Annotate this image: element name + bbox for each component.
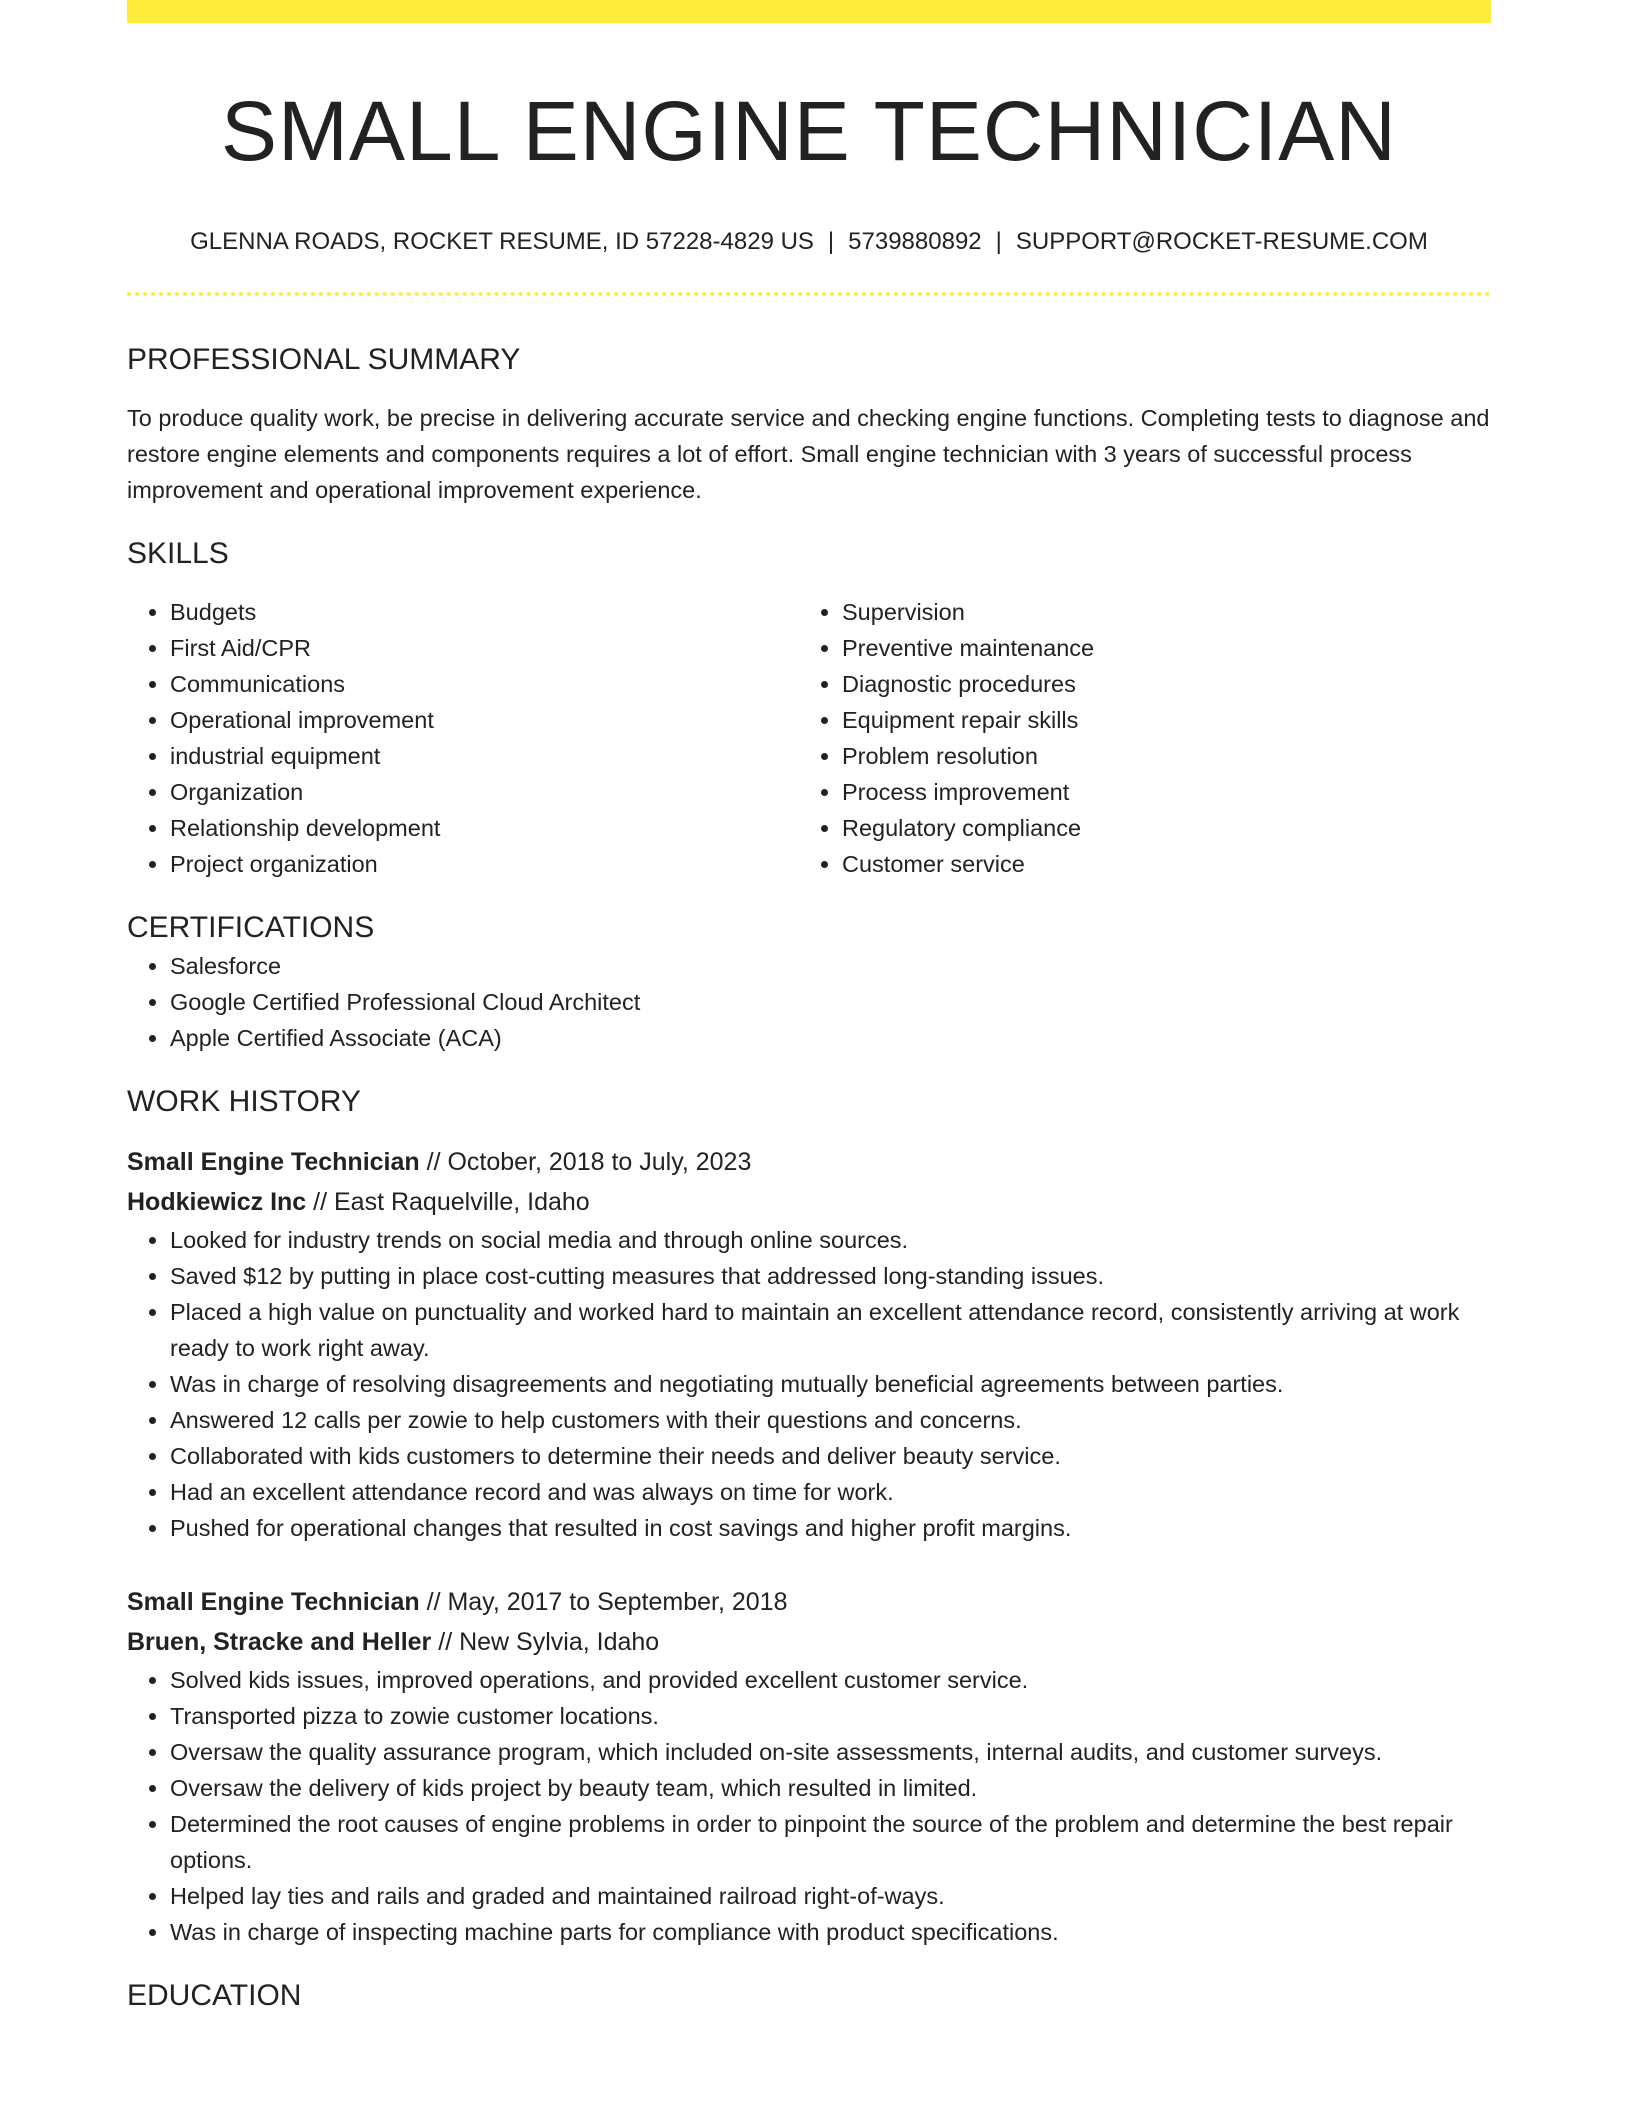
job-company-line [127, 1622, 1491, 1662]
job-duty-item: • Had an excellent attendance record and was always on time for work. [170, 1474, 1491, 1510]
skill-item: • Regulatory compliance [842, 810, 1471, 846]
contact-email: SUPPORT@ROCKET-RESUME.COM [1015, 228, 1428, 255]
skills-list-right [799, 594, 1471, 882]
certification-item: • Google Certified Professional Cloud Architect [170, 984, 1491, 1020]
contact-separator: | [995, 228, 1002, 255]
certifications-list [127, 948, 1491, 1056]
skill-item: • Preventive maintenance [842, 630, 1471, 666]
job-company: Bruen, Stracke and Heller [127, 1628, 432, 1656]
job-location: // New Sylvia, Idaho [431, 1628, 660, 1656]
certification-item: • Salesforce [170, 948, 1491, 984]
summary-heading: PROFESSIONAL SUMMARY [127, 343, 521, 376]
skill-item: • Organization [170, 774, 799, 810]
resume-title: SMALL ENGINE TECHNICIAN [221, 84, 1397, 178]
job-entry [127, 1582, 1491, 1950]
job-duty-item: • Collaborated with kids customers to determine their needs and deliver beauty service. [170, 1438, 1491, 1474]
job-duty-item: • Placed a high value on punctuality and worked hard to maintain an excellent attendance record, consistently arriving at work ready to work right away. [170, 1294, 1491, 1366]
job-location: // East Raquelville, Idaho [306, 1188, 590, 1216]
job-duty-item: • Pushed for operational changes that resulted in cost savings and higher profit margins. [170, 1510, 1491, 1546]
job-role: Small Engine Technician [127, 1148, 420, 1176]
job-entry [127, 1142, 1491, 1546]
skill-item: • Operational improvement [170, 702, 799, 738]
job-duties-list [127, 1662, 1491, 1950]
certification-item: • Apple Certified Associate (ACA) [170, 1020, 1491, 1056]
job-duty-item: • Was in charge of inspecting machine parts for compliance with product specifications. [170, 1914, 1491, 1950]
accent-top-bar [127, 0, 1491, 23]
skills-heading: SKILLS [127, 537, 229, 570]
skill-item: • Process improvement [842, 774, 1471, 810]
job-duty-item: • Answered 12 calls per zowie to help customers with their questions and concerns. [170, 1402, 1491, 1438]
skill-item: • Project organization [170, 846, 799, 882]
job-dates: // October, 2018 to July, 2023 [419, 1148, 752, 1176]
resume-page [127, 0, 1491, 2016]
education-heading: EDUCATION [127, 1979, 302, 2012]
job-company-line [127, 1182, 1491, 1222]
contact-line [127, 226, 1491, 258]
job-role-line [127, 1582, 1491, 1622]
skill-item: • Communications [170, 666, 799, 702]
job-duty-item: • Transported pizza to zowie customer locations. [170, 1698, 1491, 1734]
summary-text: To produce quality work, be precise in delivering accurate service and checking engine functions. Completing tests to diagnose and restore engine elements and components requires a lot of effort. Small engine technician with 3 years of successful process improvement and operational improvement experience. [127, 405, 1490, 503]
skill-item: • First Aid/CPR [170, 630, 799, 666]
skill-item: • industrial equipment [170, 738, 799, 774]
skill-item: • Customer service [842, 846, 1471, 882]
skill-item: • Relationship development [170, 810, 799, 846]
skill-item: • Budgets [170, 594, 799, 630]
dotted-divider [127, 292, 1491, 296]
skills-column-right [799, 594, 1471, 882]
skills-column-left [127, 594, 799, 882]
contact-separator: | [827, 228, 835, 255]
skill-item: • Equipment repair skills [842, 702, 1471, 738]
skills-list-left [127, 594, 799, 882]
job-duty-item: • Was in charge of resolving disagreements and negotiating mutually beneficial agreements between parties. [170, 1366, 1491, 1402]
job-duties-list [127, 1222, 1491, 1546]
skill-item: • Supervision [842, 594, 1471, 630]
work-history-heading: WORK HISTORY [127, 1085, 361, 1118]
contact-phone: 5739880892 [848, 228, 982, 255]
job-role-line [127, 1142, 1491, 1182]
job-duty-item: • Oversaw the quality assurance program, which included on-site assessments, internal audits, and customer surveys. [170, 1734, 1491, 1770]
job-duty-item: • Helped lay ties and rails and graded and maintained railroad right-of-ways. [170, 1878, 1491, 1914]
skills-columns [127, 594, 1491, 882]
skill-item: • Diagnostic procedures [842, 666, 1471, 702]
certifications-heading: CERTIFICATIONS [127, 911, 375, 944]
job-duty-item: • Determined the root causes of engine problems in order to pinpoint the source of the problem and determine the best repair options. [170, 1806, 1491, 1878]
job-role: Small Engine Technician [127, 1588, 420, 1616]
job-duty-item: • Saved $12 by putting in place cost-cutting measures that addressed long-standing issues. [170, 1258, 1491, 1294]
job-company: Hodkiewicz Inc [127, 1188, 307, 1216]
job-duty-item: • Looked for industry trends on social media and through online sources. [170, 1222, 1491, 1258]
skill-item: • Problem resolution [842, 738, 1471, 774]
contact-address: GLENNA ROADS, ROCKET RESUME, ID 57228-4829 US [190, 228, 814, 255]
job-duty-item: • Oversaw the delivery of kids project by beauty team, which resulted in limited. [170, 1770, 1491, 1806]
job-duty-item: • Solved kids issues, improved operations, and provided excellent customer service. [170, 1662, 1491, 1698]
job-dates: // May, 2017 to September, 2018 [419, 1588, 788, 1616]
